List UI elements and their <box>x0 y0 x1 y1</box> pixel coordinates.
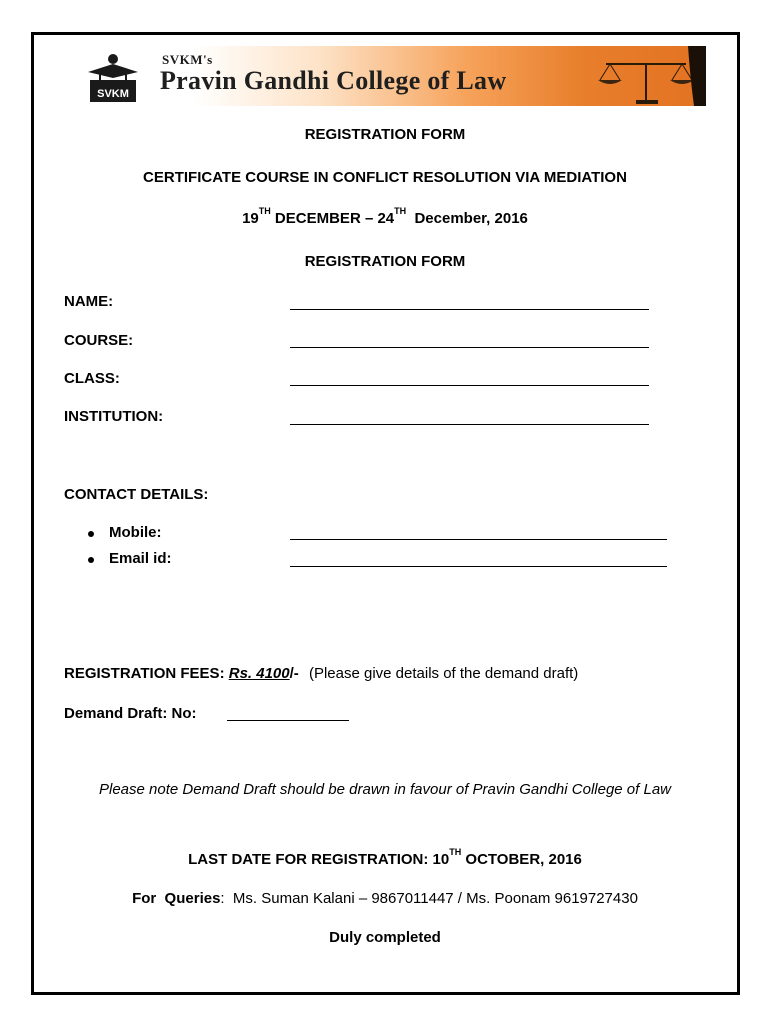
scales-of-justice-icon <box>576 46 706 106</box>
bullet-icon <box>88 531 94 537</box>
registration-fees: REGISTRATION FEES: Rs. 4100/- (Please give details of the demand draft) <box>64 665 579 682</box>
header-banner <box>80 46 706 106</box>
course-field[interactable] <box>290 347 649 348</box>
mobile-field[interactable] <box>290 539 667 540</box>
name-label: NAME: <box>64 293 114 310</box>
banner-small-text: SVKM's <box>162 52 213 67</box>
name-field[interactable] <box>290 309 649 310</box>
institution-field[interactable] <box>290 424 649 425</box>
class-field[interactable] <box>290 385 649 386</box>
college-name: Pravin Gandhi College of Law <box>160 66 507 95</box>
institution-label: INSTITUTION: <box>64 408 164 425</box>
course-dates: 19TH DECEMBER – 24TH December, 2016 <box>242 206 528 227</box>
class-label: CLASS: <box>64 370 120 387</box>
last-date: LAST DATE FOR REGISTRATION: 10TH OCTOBER, 2016 <box>188 847 582 868</box>
logo-text: SVKM <box>97 88 129 100</box>
queries-contact: For Queries: Ms. Suman Kalani – 9867011447 / Ms. Poonam 9619727430 <box>132 890 638 907</box>
demand-draft-field[interactable] <box>227 720 349 721</box>
demand-draft-note: Please note Demand Draft should be drawn in favour of Pravin Gandhi College of Law <box>99 781 671 798</box>
form-title: REGISTRATION FORM <box>304 126 466 143</box>
duly-completed: Duly completed <box>329 929 441 946</box>
demand-draft-label: Demand Draft: No: <box>64 705 197 722</box>
course-title: CERTIFICATE COURSE IN CONFLICT RESOLUTION VIA MEDIATION <box>143 169 627 186</box>
course-label: COURSE: <box>64 332 134 349</box>
email-label: Email id: <box>109 550 172 567</box>
mobile-label: Mobile: <box>109 524 162 541</box>
svkm-logo-icon <box>84 50 142 104</box>
email-field[interactable] <box>290 566 667 567</box>
form-subtitle: REGISTRATION FORM <box>304 253 466 270</box>
bullet-icon <box>88 557 94 563</box>
contact-heading: CONTACT DETAILS: <box>64 486 209 503</box>
